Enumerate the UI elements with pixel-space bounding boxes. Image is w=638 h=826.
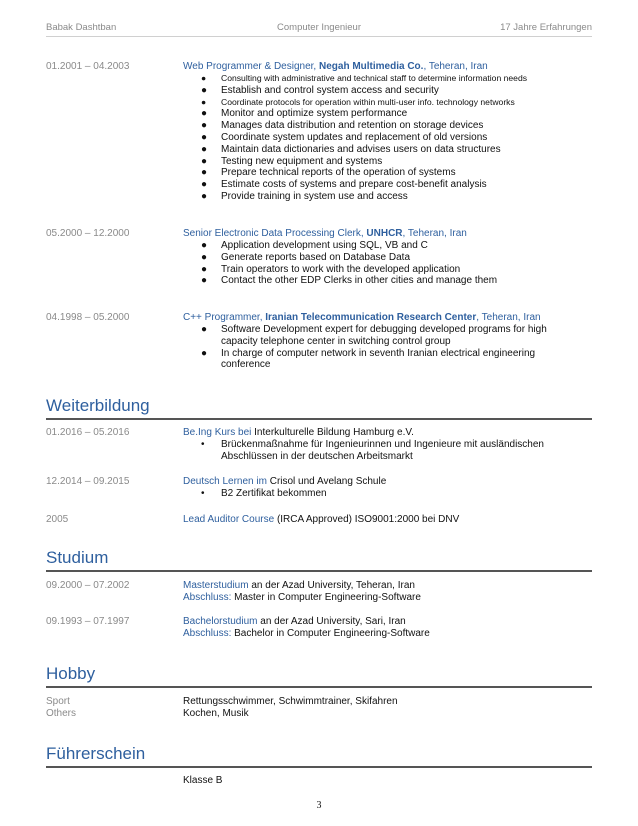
- training-title: [183, 427, 592, 439]
- education-body: [183, 580, 592, 604]
- bullet-icon: ●: [201, 275, 208, 287]
- training-label: Deutsch Lernen im: [183, 476, 267, 487]
- bullet-icon: •: [201, 488, 205, 499]
- duty-text: Consulting with administrative and technical staff to determine information needs: [221, 73, 528, 83]
- duty-text: Maintain data dictionaries and advises users on data structures: [221, 143, 501, 155]
- training-body: [183, 514, 592, 526]
- training-label: Be.Ing Kurs bei: [183, 427, 252, 438]
- duty-text: Prepare technical reports of the operation of systems: [221, 167, 456, 179]
- bullet-icon: ●: [201, 251, 208, 263]
- section-weiterbildung: [46, 396, 592, 420]
- list-item: [201, 240, 592, 252]
- bullet-icon: ●: [201, 167, 208, 179]
- section-studium: [46, 548, 592, 572]
- bullet-icon: ●: [201, 108, 208, 120]
- list-item: [201, 144, 592, 156]
- license-value: Klasse B: [183, 775, 223, 786]
- training-body: [183, 476, 592, 500]
- job-title: [183, 312, 592, 324]
- list-item: [201, 156, 592, 168]
- education-date: 09.2000 – 07.2002: [46, 580, 130, 591]
- job-company: Negah Multimedia Co.: [318, 61, 424, 72]
- hobby-value: Kochen, Musik: [183, 708, 249, 719]
- education-text: an der Azad University, Teheran, Iran: [248, 580, 415, 591]
- duty-text: Monitor and optimize system performance: [221, 108, 408, 120]
- bullet-icon: ●: [201, 155, 208, 167]
- duty-text: Software Development expert for debugging developed programs for high capacity telephone center in switching control group: [221, 324, 547, 347]
- section-heading: Führerschein: [46, 744, 146, 763]
- section-heading: Hobby: [46, 664, 96, 683]
- bullet-icon: ●: [201, 120, 208, 132]
- list-item: [201, 97, 592, 109]
- bullet-icon: ●: [201, 347, 208, 359]
- list-item: [201, 132, 592, 144]
- duty-text: Train operators to work with the developed application: [221, 263, 461, 275]
- degree-text: Master in Computer Engineering-Software: [231, 592, 421, 603]
- duty-text: Testing new equipment and systems: [221, 155, 383, 167]
- job-company: Iranian Telecommunication Research Center: [265, 312, 477, 323]
- bullet-icon: ●: [201, 84, 208, 96]
- section-divider: [46, 570, 592, 572]
- section-divider: [46, 686, 592, 688]
- education-body: [183, 616, 592, 640]
- training-date: 12.2014 – 09.2015: [46, 476, 130, 487]
- duty-text: Contact the other EDP Clerks in other cities and manage them: [221, 275, 498, 287]
- section-heading: Studium: [46, 548, 109, 567]
- list-item: [201, 179, 592, 191]
- list-item: [201, 167, 592, 179]
- job-date: 04.1998 – 05.2000: [46, 312, 130, 323]
- list-item: [201, 252, 592, 264]
- job-duties-list: [201, 73, 592, 203]
- bullet-icon: ●: [201, 263, 208, 275]
- job-duties-list: [201, 324, 581, 371]
- training-bullet-list: [201, 488, 592, 500]
- training-bullet-list: [201, 439, 581, 463]
- job-body: [183, 228, 592, 287]
- duty-text: Manages data distribution and retention on storage devices: [221, 120, 484, 132]
- duty-text: Coordinate system updates and replacement of old versions: [221, 131, 488, 143]
- job-body: [183, 312, 592, 371]
- page-number: 3: [316, 800, 322, 811]
- degree-label: Abschluss:: [183, 628, 232, 639]
- job-location: , Teheran, Iran: [423, 61, 488, 72]
- training-body: [183, 427, 592, 463]
- degree-text: Bachelor in Computer Engineering-Software: [231, 628, 430, 639]
- degree-label: Abschluss:: [183, 592, 232, 603]
- list-item: [201, 264, 592, 276]
- job-body: [183, 61, 592, 203]
- bullet-icon: ●: [201, 179, 208, 191]
- training-date: 2005: [46, 514, 69, 525]
- job-title: [183, 228, 592, 240]
- hobby-key: Sport: [46, 696, 70, 707]
- training-text: Crisol und Avelang Schule: [266, 476, 387, 487]
- page-header: [46, 22, 592, 36]
- hobby-value: Rettungsschwimmer, Schwimmtrainer, Skifahren: [183, 696, 398, 707]
- job-date: 01.2001 – 04.2003: [46, 61, 130, 72]
- bullet-icon: ●: [201, 324, 208, 335]
- duty-text: Generate reports based on Database Data: [221, 251, 411, 263]
- list-item: [201, 275, 592, 287]
- bullet-icon: ●: [201, 143, 208, 155]
- section-divider: [46, 766, 592, 768]
- training-bullet-text: B2 Zertifikat bekommen: [221, 488, 327, 499]
- education-text: an der Azad University, Sari, Iran: [257, 616, 406, 627]
- header-name: Babak Dashtban: [46, 22, 117, 33]
- training-title: [183, 514, 592, 526]
- bullet-icon: ●: [201, 96, 207, 107]
- training-text: (IRCA Approved) ISO9001:2000 bei DNV: [274, 514, 460, 525]
- education-degree: [183, 592, 592, 604]
- section-heading: Weiterbildung: [46, 396, 150, 415]
- list-item: [201, 85, 592, 97]
- job-location: , Teheran, Iran: [476, 312, 541, 323]
- header-divider: [46, 36, 592, 37]
- list-item: [201, 73, 592, 85]
- education-label: Bachelorstudium: [183, 616, 258, 627]
- duty-text: Application development using SQL, VB and C: [221, 240, 428, 251]
- job-company: UNHCR: [366, 228, 403, 239]
- list-item: [201, 108, 592, 120]
- job-date: 05.2000 – 12.2000: [46, 228, 130, 239]
- training-text: Interkulturelle Bildung Hamburg e.V.: [251, 427, 414, 438]
- bullet-icon: •: [201, 439, 205, 450]
- job-role: Web Programmer & Designer,: [183, 61, 319, 72]
- section-divider: [46, 418, 592, 420]
- duty-text: Estimate costs of systems and prepare cost-benefit analysis: [221, 179, 487, 191]
- duty-text: Provide training in system use and access: [221, 190, 408, 202]
- section-fuehrerschein: [46, 744, 592, 768]
- duty-text: Coordinate protocols for operation within multi-user info. technology networks: [221, 96, 515, 107]
- bullet-icon: ●: [201, 73, 207, 83]
- list-item: [201, 324, 581, 348]
- education-label: Masterstudium: [183, 580, 249, 591]
- training-title: [183, 476, 592, 488]
- training-date: 01.2016 – 05.2016: [46, 427, 130, 438]
- list-item: [201, 191, 592, 203]
- job-role: Senior Electronic Data Processing Clerk,: [183, 228, 367, 239]
- job-location: , Teheran, Iran: [402, 228, 467, 239]
- duty-text: In charge of computer network in seventh Iranian electrical engineering conference: [221, 347, 536, 371]
- list-item: [201, 439, 581, 463]
- header-experience: 17 Jahre Erfahrungen: [500, 22, 592, 33]
- hobby-key: Others: [46, 708, 77, 719]
- job-title: [183, 61, 592, 73]
- list-item: [201, 488, 592, 500]
- education-title: [183, 616, 592, 628]
- education-degree: [183, 628, 592, 640]
- list-item: [201, 348, 581, 372]
- section-hobby: [46, 664, 592, 688]
- list-item: [201, 120, 592, 132]
- education-title: [183, 580, 592, 592]
- training-label: Lead Auditor Course: [183, 514, 275, 525]
- job-duties-list: [201, 240, 592, 287]
- header-profession: Computer Ingenieur: [277, 22, 361, 33]
- bullet-icon: ●: [201, 190, 208, 202]
- bullet-icon: ●: [201, 240, 208, 251]
- training-bullet-text: Brückenmaßnahme für Ingenieurinnen und Ingenieure mit ausländischen Abschlüssen in der deutschen Arbeitsmarkt: [221, 439, 544, 462]
- bullet-icon: ●: [201, 131, 208, 143]
- education-date: 09.1993 – 07.1997: [46, 616, 130, 627]
- job-role: C++ Programmer,: [183, 312, 266, 323]
- duty-text: Establish and control system access and security: [221, 84, 439, 96]
